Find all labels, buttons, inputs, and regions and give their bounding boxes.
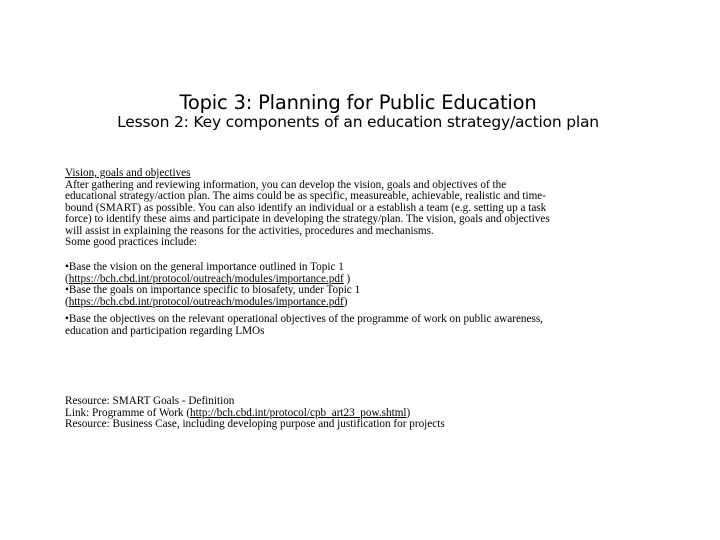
bullet-goals: •Base the goals on importance specific to biosafety, under Topic 1: [65, 284, 361, 296]
vision-paragraph-line: will assist in explaining the reasons for the activities, procedures and mechanisms.: [65, 224, 434, 237]
paren-open: (: [65, 272, 69, 285]
practices-list-objectives: [65, 314, 625, 337]
resource-business-case: Resource: Business Case, including developing purpose and justification for projects: [65, 418, 445, 430]
bullet-objectives-cont: education and participation regarding LMOs: [65, 324, 265, 337]
paren-close: ): [343, 295, 348, 308]
link-suffix: ): [406, 406, 411, 419]
vision-paragraph-line: educational strategy/action plan. The aims could be as specific, measureable, achievable, realistic and time-: [65, 190, 546, 202]
resource-smart-goals: Resource: SMART Goals - Definition: [65, 395, 235, 407]
link-prefix: Link: Programme of Work (: [65, 406, 191, 419]
slide-title: Topic 3: Planning for Public Education: [179, 91, 537, 114]
resources-section: [65, 396, 625, 431]
importance-pdf-link[interactable]: https://bch.cbd.int/protocol/outreach/modules/importance.pdf: [68, 295, 344, 308]
vision-section: [65, 168, 625, 249]
practices-list: [65, 262, 625, 308]
paren-open: (: [65, 295, 69, 308]
vision-paragraph-line: bound (SMART) as possible. You can also identify an individual or a establish a team (e.g. setting up a task: [65, 201, 547, 214]
bullet-goals-link-line: [65, 297, 625, 309]
paren-close: ): [343, 272, 351, 285]
bullet-objectives: •Base the objectives on the relevant operational objectives of the programme of work on public awareness,: [65, 313, 543, 325]
vision-paragraph-line: force) to identify these aims and participate in developing the strategy/plan. The vision, goals and objectives: [65, 213, 550, 225]
importance-pdf-link[interactable]: https://bch.cbd.int/protocol/outreach/modules/importance.pdf: [68, 272, 344, 285]
vision-heading: Vision, goals and objectives: [65, 167, 191, 179]
vision-paragraph-line: After gathering and reviewing information, you can develop the vision, goals and objectives of the: [65, 178, 507, 191]
pow-link[interactable]: http://bch.cbd.int/protocol/cpb_art23_pow.shtml: [190, 406, 407, 419]
slide-subtitle: Lesson 2: Key components of an education strategy/action plan: [117, 113, 599, 131]
practices-intro: Some good practices include:: [65, 236, 198, 248]
bullet-vision: •Base the vision on the general importance outlined in Topic 1: [65, 261, 344, 273]
